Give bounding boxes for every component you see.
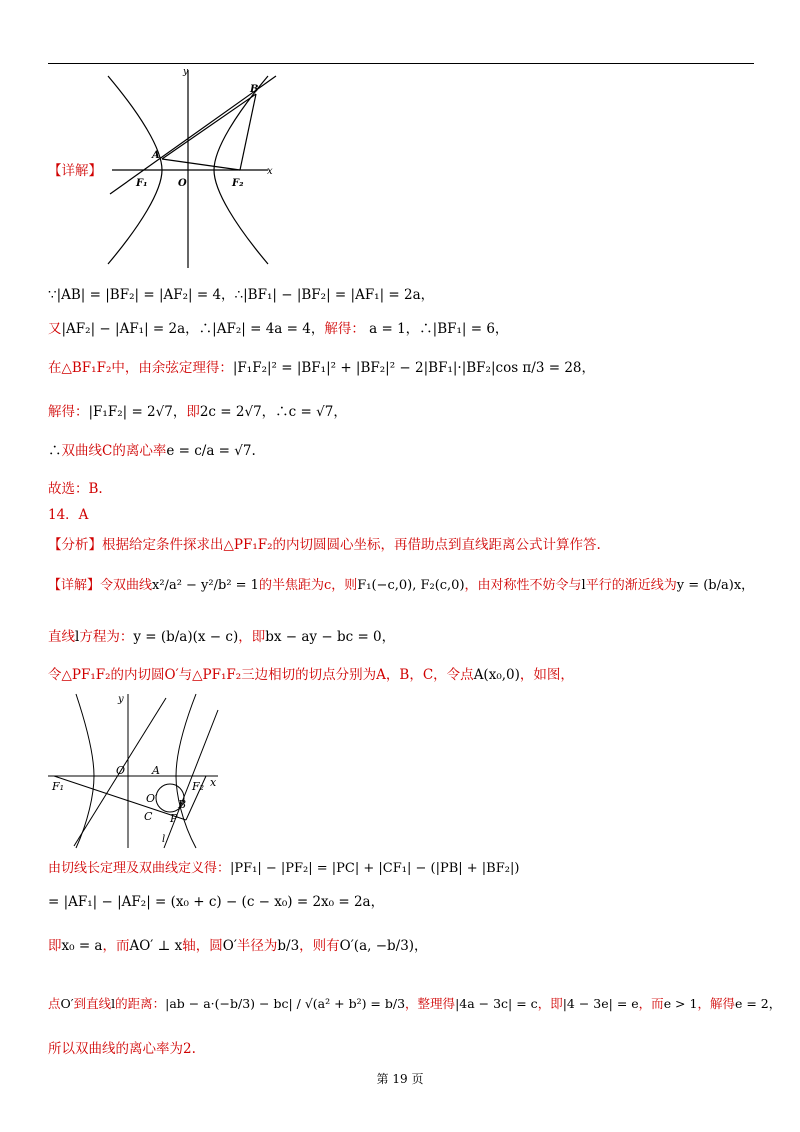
solution-line-3: 在△BF₁F₂中，由余弦定理得：|F₁F₂|² = |BF₁|² + |BF₂|² − 2|BF₁|·|BF₂|cos π/3 = 28， [48, 360, 596, 376]
solution-line-5: ∴双曲线C的离心率e = c/a = √7. [48, 443, 256, 459]
focus-label-f2-2: F₂ [192, 780, 205, 793]
center-label-o-prime: O′ [146, 792, 158, 805]
origin-label-2: O [116, 764, 126, 777]
solution-line-4: 解得：|F₁F₂| = 2√7，即2c = 2√7，∴c = √7， [48, 404, 347, 420]
conclusion-line: 所以双曲线的离心率为2. [48, 1041, 196, 1057]
focus-label-f2: F₂ [232, 178, 244, 189]
hyperbola-figure-2 [46, 690, 236, 850]
derivation-line-1: 由切线长定理及双曲线定义得：|PF₁| − |PF₂| = |PC| + |CF₁| − (|PB| + |BF₂|) [48, 861, 520, 876]
point-label-b: B [250, 84, 259, 95]
analysis-line: 【分析】根据给定条件探求出△PF₁F₂的内切圆圆心坐标，再借助点到直线距离公式计算作答. [48, 537, 601, 553]
origin-label: O [178, 178, 187, 189]
point-label-p: P [170, 812, 178, 825]
point-label-a: A [152, 150, 160, 161]
detail-line-3: 令△PF₁F₂的内切圆O′与△PF₁F₂三边相切的切点分别为A，B，C，令点A(x₀,0)，如图， [48, 667, 574, 683]
page-number: 第 19 页 [376, 1072, 424, 1086]
detail-tag: 【详解】 [48, 163, 102, 179]
derivation-line-2: = |AF₁| − |AF₂| = (x₀ + c) − (c − x₀) = 2x₀ = 2a， [48, 894, 385, 910]
answer-line: 故选：B. [48, 481, 103, 497]
focus-label-f1: F₁ [136, 178, 148, 189]
detail-line-2: 直线l方程为：y = (b/a)(x − c)，即bx − ay − bc = 0， [48, 629, 396, 645]
axis-label-x: x [267, 166, 273, 177]
question-number: 14．A [48, 507, 89, 523]
point-label-b2: B [178, 798, 187, 811]
derivation-line-4: 点O′到直线l的距离：|ab − a·(−b/3) − bc| / √(a² + b²) = b/3，整理得|4a − 3c| = c，即|4 − 3e| = e，而e > 1，解得e = 2， [48, 996, 782, 1011]
axis-label-y2: y [118, 694, 124, 705]
derivation-line-3: 即x₀ = a，而AO′ ⊥ x轴，圆O′半径为b/3，则有O′(a, −b/3)， [48, 938, 428, 954]
axis-label-x2: x [210, 776, 217, 789]
focus-label-f1-2: F₁ [52, 780, 65, 793]
hyperbola-figure-1 [100, 64, 280, 270]
solution-line-2: 又|AF₂| − |AF₁| = 2a，∴|AF₂| = 4a = 4，解得： a = 1，∴|BF₁| = 6， [48, 321, 509, 337]
axis-label-y: y [183, 67, 189, 77]
line-label-l: l [162, 834, 166, 845]
detail-line-1: 【详解】令双曲线x²/a² − y²/b² = 1的半焦距为c，则F₁(−c,0), F₂(c,0)，由对称性不妨令与l平行的渐近线为y = (b/a)x， [48, 578, 755, 593]
point-label-c: C [144, 810, 153, 823]
solution-line-1: ∵|AB| = |BF₂| = |AF₂| = 4，∴|BF₁| − |BF₂| = |AF₁| = 2a， [48, 287, 435, 303]
point-label-a2: A [152, 764, 160, 777]
